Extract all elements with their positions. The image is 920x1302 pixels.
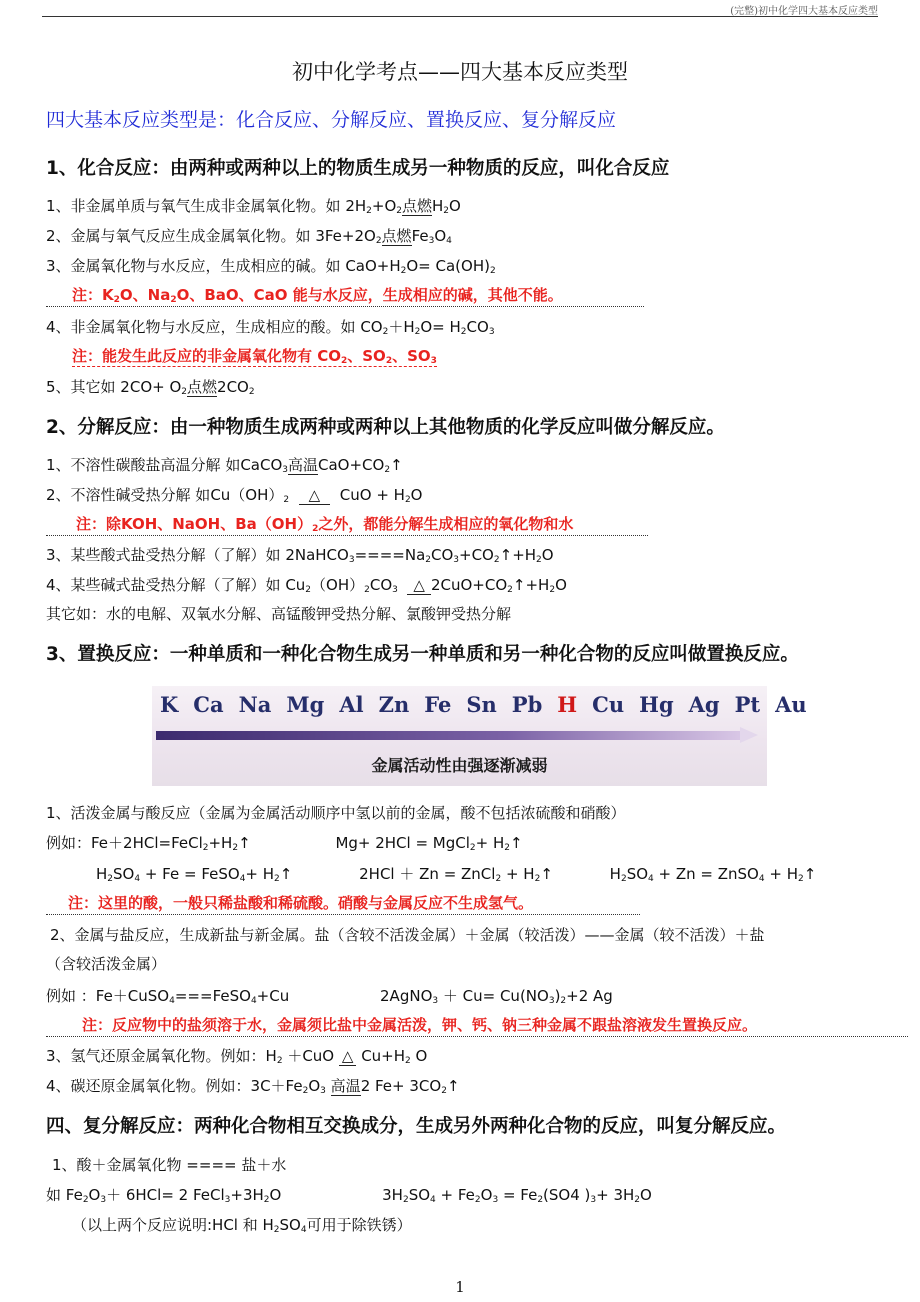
metal-symbol: Ca <box>193 692 224 717</box>
arrow-right-icon <box>740 727 758 743</box>
metal-symbol: Al <box>339 692 364 717</box>
gas-arrow-icon: ↑ <box>540 865 553 883</box>
metal-symbol: Hg <box>639 692 674 717</box>
metal-symbol: Au <box>775 692 807 717</box>
gas-arrow-icon: ↑ <box>238 834 251 852</box>
metal-series-row <box>160 692 822 717</box>
s3-note1: 注：这里的酸，一般只稀盐酸和稀硫酸。硝酸与金属反应不生成氢气。 <box>46 892 640 915</box>
page-number: 1 <box>455 1278 465 1296</box>
page-header: (完整)初中化学四大基本反应类型 <box>730 6 878 17</box>
condition-heat-icon: △ <box>299 486 331 505</box>
s2-other: 其它如：水的电解、双氧水分解、高锰酸钾受热分解、氯酸钾受热分解 <box>46 605 512 623</box>
condition-ignite: 点燃 <box>381 227 412 245</box>
s2-line4: 4、某些碱式盐受热分解（了解）如 $Cu_2(OH)_2CO_3$ △ $2CuO+CO_2↑+H_2O$ <box>46 576 567 595</box>
s2-line2: 2、不溶性碱受热分解 如$Cu(OH)_2$ △ CuO + $H_2O$ <box>46 486 423 505</box>
s3-example1: 例如：$Fe+2HCl=FeCl_2+H_2↑$ Mg+ 2HCl = MgCl$_2$+ $H_2↑$ <box>46 834 523 853</box>
header-divider <box>42 16 878 17</box>
metal-symbol: Ag <box>688 692 720 717</box>
s1-line2: 2、金属与氧气反应生成金属氧化物。如 $3Fe+2O_2$点燃$Fe_3O_4$ <box>46 227 452 246</box>
s1-line5: 5、其它如 $2CO+ O_2$点燃$2CO_2$ <box>46 378 255 397</box>
condition-heat-icon: △ <box>339 1047 357 1066</box>
s3-line1: 1、活泼金属与酸反应（金属为金属活动顺序中氢以前的金属，酸不包括浓硫酸和硝酸） <box>46 804 626 822</box>
s1-line1: 1、非金属单质与氧气生成非金属氧化物。如 $2H_2+O_2$点燃$H_2O$ <box>46 197 461 216</box>
metal-symbol: Mg <box>286 692 325 717</box>
activity-arrow-bar <box>156 731 741 740</box>
metal-symbol: Sn <box>466 692 497 717</box>
metal-symbol: Zn <box>378 692 410 717</box>
metal-symbol: Na <box>238 692 272 717</box>
s2-note1: 注：除KOH、NaOH、$Ba(OH)_2$之外，都能分解生成相应的氧化物和水 <box>46 513 648 536</box>
gas-arrow-icon: ↑ <box>499 546 513 564</box>
s1-line3: 3、金属氧化物与水反应，生成相应的碱。如 $CaO+H_2O= Ca(OH)_2$ <box>46 257 496 276</box>
s1-note2: 注：能发生此反应的非金属氧化物有 $CO_2$、$SO_2$、$SO_3$ <box>72 347 437 366</box>
condition-heat-icon: △ <box>407 576 431 595</box>
condition-high-temp: 高温 <box>288 456 319 474</box>
intro-line: 四大基本反应类型是：化合反应、分解反应、置换反应、复分解反应 <box>46 109 617 131</box>
gas-arrow-icon: ↑ <box>803 865 817 883</box>
gas-arrow-icon: ↑ <box>279 865 293 883</box>
s1-line4: 4、非金属氧化物与水反应，生成相应的酸。如 $CO_2+H_2O= H_2CO_3$ <box>46 318 495 337</box>
metal-activity-series-figure <box>152 686 807 786</box>
gas-arrow-icon: ↑ <box>510 834 523 852</box>
s3-line3: 3、氢气还原金属氧化物。例如：$H_2 +CuO$ △ $Cu+H_2$ O <box>46 1047 428 1066</box>
section4-heading: 四、复分解反应：两种化合物相互交换成分，生成另外两种化合物的反应，叫复分解反应。 <box>46 1116 787 1137</box>
metal-symbol: Cu <box>592 692 625 717</box>
s3-example2: $H_2SO_4 + Fe$ = FeSO$_4$+ $H_2↑$ 2HCl ＋ Zn = ZnCl$_2$ + $H_2↑$ $H_2SO_4 + Zn$ = ZnSO$_4$ + $H_2↑$ <box>96 865 817 884</box>
metal-symbol: H <box>557 692 578 717</box>
gas-arrow-icon: ↑ <box>446 1077 460 1095</box>
series-caption: 金属活动性由强逐渐减弱 <box>371 756 548 775</box>
s4-example1: 如 $Fe_2O_3+ 6HCl= 2$ $FeCl_3+3H_2O$ $3H_2SO_4 + Fe_2O_3 = Fe_2(SO4$ )$_3+ 3H_2O$ <box>46 1186 652 1205</box>
gas-arrow-icon: ↑ <box>390 456 403 474</box>
metal-symbol: Pt <box>734 692 761 717</box>
s3-line4: 4、碳还原金属氧化物。例如：$3C+Fe_2O_3$ 高温2 $Fe+ 3CO_2↑$ <box>46 1077 460 1096</box>
s3-line2: 2、金属与盐反应，生成新盐与新金属。盐（含较不活泼金属）＋金属（较活泼）——金属（较不活泼）＋盐 <box>50 926 765 944</box>
s2-line3: 3、某些酸式盐受热分解（了解）如 $2NaHCO_3====Na_2CO_3+CO_2↑+H_2O$ <box>46 546 554 565</box>
condition-ignite: 点燃 <box>401 197 432 215</box>
s3-example3: 例如 ：Fe＋CuSO$_4$===FeSO$_4$+Cu 2AgNO$_3$ ＋ $Cu= Cu(NO_3)_2+2$ Ag <box>46 987 613 1006</box>
s4-remark: （以上两个反应说明:HCl 和 $H_2SO_4$可用于除铁锈） <box>72 1216 412 1235</box>
gas-arrow-icon: ↑ <box>512 576 526 594</box>
section3-heading: 3、置换反应：一种单质和一种化合物生成另一种单质和另一种化合物的反应叫做置换反应。 <box>46 644 799 665</box>
metal-symbol: Pb <box>511 692 543 717</box>
section2-heading: 2、分解反应：由一种物质生成两种或两种以上其他物质的化学反应叫做分解反应。 <box>46 417 725 438</box>
s3-line2-cont: （含较活泼金属） <box>46 955 167 973</box>
s4-line1: 1、酸＋金属氧化物 ==== 盐＋水 <box>52 1156 287 1174</box>
s2-line1: 1、不溶性碳酸盐高温分解 如CaCO$_3$高温$CaO+CO_2↑$ <box>46 456 403 475</box>
section1-heading: 1、化合反应：由两种或两种以上的物质生成另一种物质的反应，叫化合反应 <box>46 158 670 179</box>
s1-note1: 注：$K_2O$、$Na_2O$、BaO、CaO 能与水反应，生成相应的碱，其他不能。 <box>46 284 644 307</box>
page-title: 初中化学考点——四大基本反应类型 <box>292 60 628 84</box>
metal-symbol: Fe <box>424 692 452 717</box>
metal-symbol: K <box>160 692 179 717</box>
condition-high-temp: 高温 <box>330 1077 361 1095</box>
condition-ignite: 点燃 <box>187 378 218 396</box>
s3-note2: 注：反应物中的盐须溶于水，金属须比盐中金属活泼，钾、钙、钠三种金属不跟盐溶液发生置换反应。 <box>46 1014 908 1037</box>
